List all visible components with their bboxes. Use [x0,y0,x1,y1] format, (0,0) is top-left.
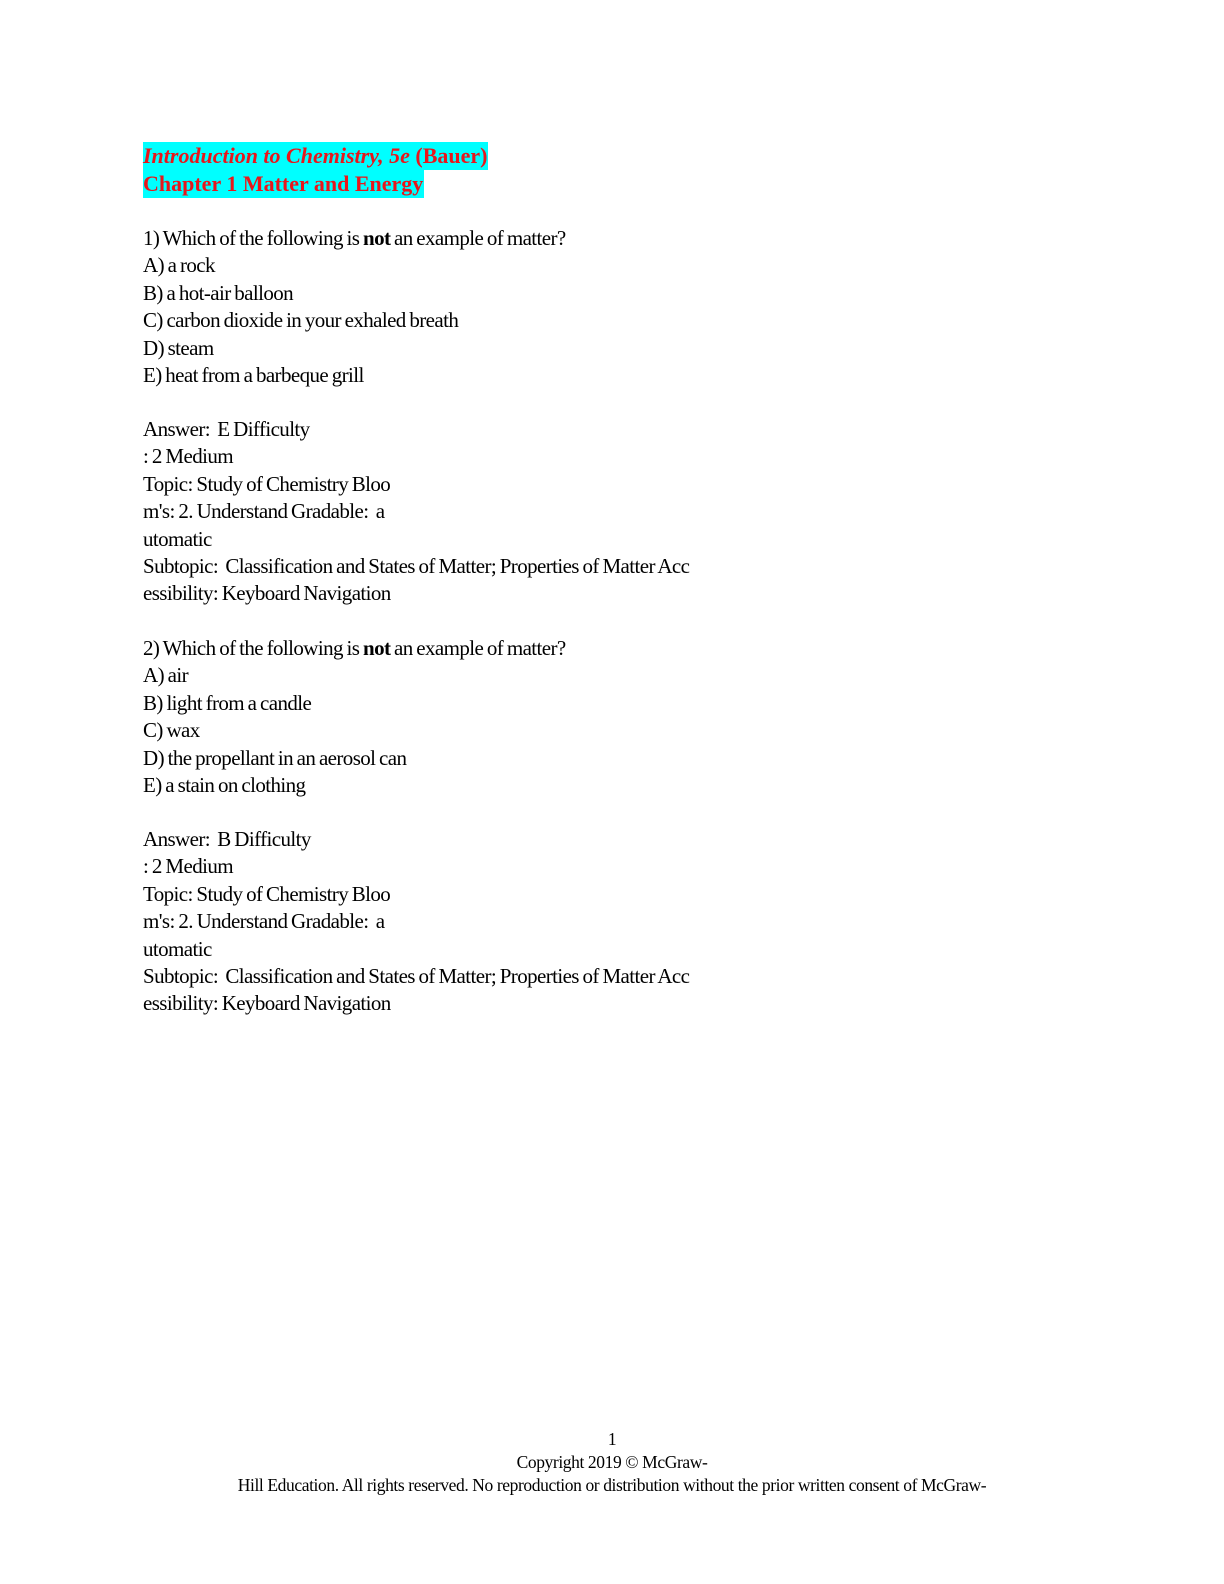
accessibility-line: essibility: Keyboard Navigation [143,991,391,1016]
copyright-line-1: Copyright 2019 © McGraw- [516,1452,708,1472]
emphasis-not: not [363,226,391,250]
option-b: B) a hot-air balloon [143,280,294,305]
subtopic-line: Subtopic: Classification and States of Matter; Properties of Matter Acc [143,553,690,578]
subtopic-line: Subtopic: Classification and States of Matter; Properties of Matter Acc [143,963,690,988]
option-c: C) carbon dioxide in your exhaled breath [143,308,459,333]
topic-line: Topic: Study of Chemistry Bloo [143,471,391,496]
page-number: 1 [607,1429,617,1449]
book-title: Introduction to Chemistry, 5e [143,143,410,168]
question-2 [143,635,566,799]
gradable-line: utomatic [143,526,212,551]
answer-line: Answer: B Difficulty [143,827,311,851]
option-d: D) the propellant in an aerosol can [143,745,407,770]
option-c: C) wax [143,718,200,743]
question-stem: 1) Which of the following is not an example of matter? [143,226,566,250]
option-a: A) air [143,663,188,688]
blooms-line: m's: 2. Understand Gradable: a [143,499,385,524]
option-e: E) a stain on clothing [143,772,306,797]
answer-meta-1 [143,416,689,608]
book-author: (Bauer) [409,143,488,168]
option-a: A) a rock [143,253,215,278]
difficulty-line: : 2 Medium [143,444,233,469]
book-title-highlight [143,142,488,170]
difficulty-line: : 2 Medium [143,854,233,879]
blooms-line: m's: 2. Understand Gradable: a [143,909,385,934]
document-header [143,142,488,198]
topic-line: Topic: Study of Chemistry Bloo [143,881,391,906]
accessibility-line: essibility: Keyboard Navigation [143,581,391,606]
answer-meta-2 [143,826,689,1018]
question-1 [143,225,566,389]
gradable-line: utomatic [143,936,212,961]
answer-line: Answer: E Difficulty [143,417,310,441]
chapter-title: Chapter 1 Matter and Energy [143,171,424,196]
option-b: B) light from a candle [143,690,312,715]
emphasis-not: not [363,636,391,660]
copyright-line-2: Hill Education. All rights reserved. No reproduction or distribution without the prior written consent of McGraw- [237,1475,987,1495]
option-d: D) steam [143,335,214,360]
option-e: E) heat from a barbeque grill [143,362,364,387]
question-stem: 2) Which of the following is not an example of matter? [143,636,566,660]
